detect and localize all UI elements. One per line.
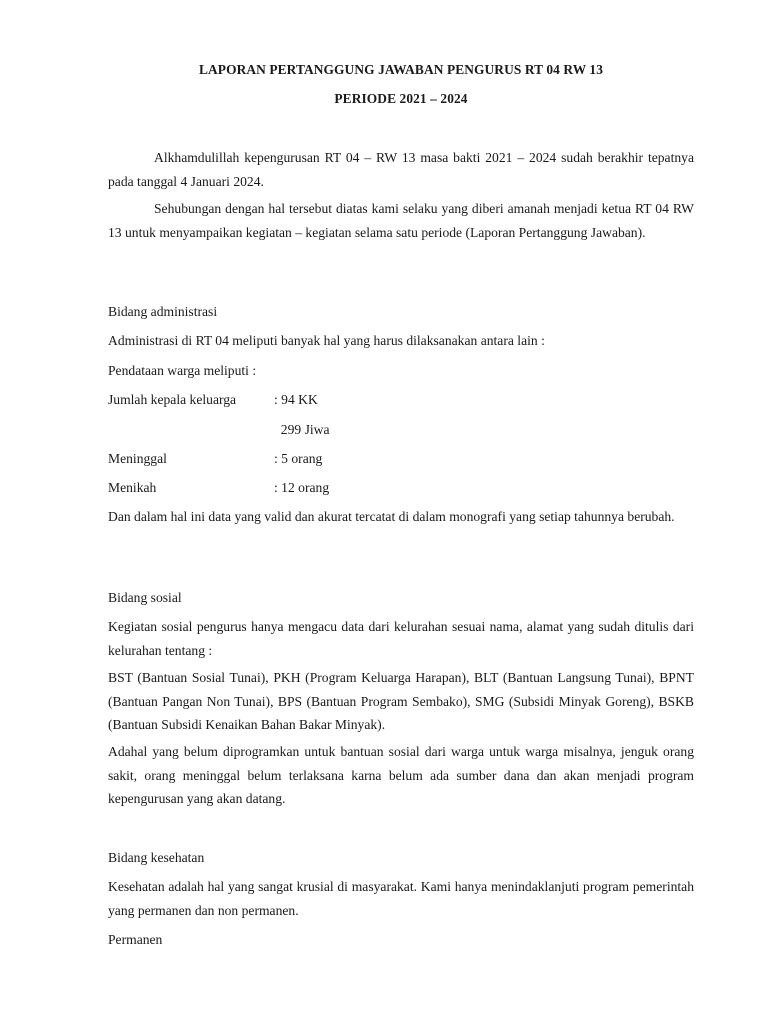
kesehatan-subheading: Permanen: [108, 932, 163, 947]
kesehatan-paragraph: Kesehatan adalah hal yang sangat krusial di masyarakat. Kami hanya menindaklanjuti program pemerintah yang permanen dan non permanen.: [108, 879, 694, 918]
sosial-paragraph: Kegiatan sosial pengurus hanya mengacu data dari kelurahan sesuai nama, alamat yang sudah ditulis dari kelurahan tentang :: [108, 619, 694, 658]
sosial-paragraph-3: Adahal yang belum diprogramkan untuk bantuan sosial dari warga untuk warga misalnya, jenguk orang sakit, orang meninggal belum terlaksana karna belum ada sumber dana dan akan menjadi program kepengurusan yang akan datang.: [108, 744, 694, 806]
row-label: Menikah: [108, 480, 157, 495]
section-heading-kesehatan: Bidang kesehatan: [108, 850, 205, 865]
section-heading-sosial: Bidang sosial: [108, 590, 182, 605]
admin-paragraph-2: Pendataan warga meliputi :: [108, 363, 257, 378]
row-value: : 12 orang: [274, 480, 330, 495]
row-label: Meninggal: [108, 451, 167, 466]
document-period: PERIODE 2021 – 2024: [334, 91, 468, 106]
intro-paragraph-2: Sehubungan dengan hal tersebut diatas kami selaku yang diberi amanah menjadi ketua RT 04 RW 13 untuk menyampaikan kegiatan – kegiatan selama satu periode (Laporan Pertanggung Jawaban).: [108, 201, 694, 240]
row-value: : 5 orang: [274, 451, 323, 466]
section-heading-administrasi: Bidang administrasi: [108, 304, 218, 319]
intro-paragraph: Alkhamdulillah kepengurusan RT 04 – RW 13 masa bakti 2021 – 2024 sudah berakhir tepatnya pada tanggal 4 Januari 2024.: [108, 150, 694, 189]
row-value: : 94 KK: [274, 392, 318, 407]
admin-paragraph: Administrasi di RT 04 meliputi banyak hal yang harus dilaksanakan antara lain :: [108, 333, 545, 348]
row-label: Jumlah kepala keluarga: [108, 392, 237, 407]
row-value: 299 Jiwa: [274, 422, 330, 437]
sosial-paragraph-2: BST (Bantuan Sosial Tunai), PKH (Program Keluarga Harapan), BLT (Bantuan Langsung Tunai), BPNT (Bantuan Pangan Non Tunai), BPS (Bantuan Program Sembako), SMG (Subsidi Minyak Goreng), BSKB (Bantuan Subsidi Kenaikan Bahan Bakar Minyak).: [108, 670, 694, 732]
admin-paragraph-3: Dan dalam hal ini data yang valid dan akurat tercatat di dalam monografi yang setiap tahunnya berubah.: [108, 509, 675, 524]
document-title: LAPORAN PERTANGGUNG JAWABAN PENGURUS RT 04 RW 13: [198, 62, 604, 77]
